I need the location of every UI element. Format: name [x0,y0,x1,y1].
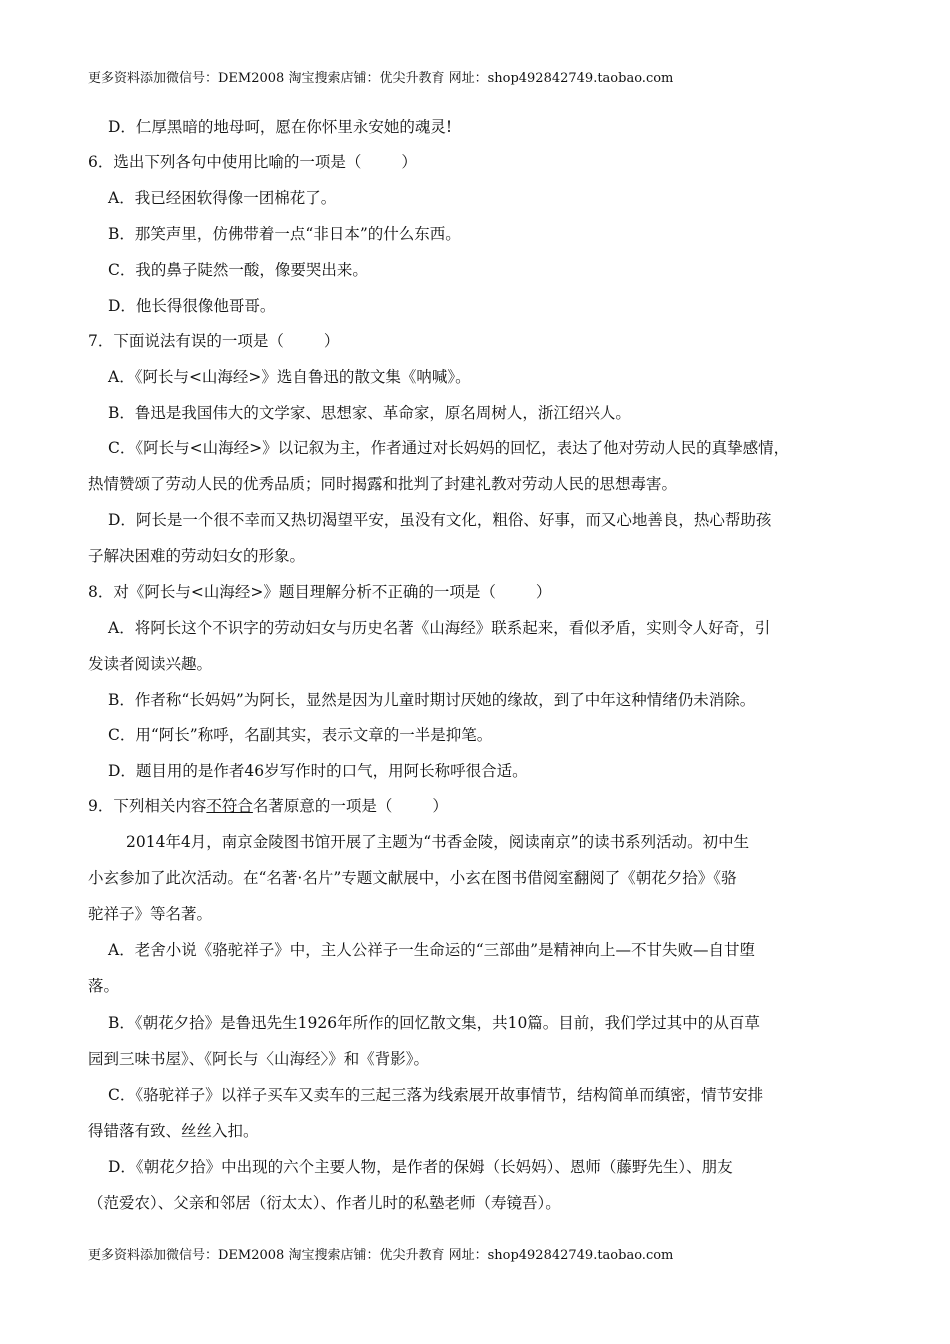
q7-stem-text: 7．下面说法有误的一项是（ [88,332,284,350]
q7-option-a: A．《阿长与<山海经>》选自鲁迅的散文集《呐喊》。 [108,368,471,386]
q9-option-d-line2: （范爱农）、父亲和邻居（衍太太）、作者儿时的私塾老师（寿镜吾）。 [88,1194,561,1212]
q8-option-a-line1: A．将阿长这个不识字的劳动妇女与历史名著《山海经》联系起来，看似矛盾，实则令人好奇，引 [108,619,771,637]
page-footer: 更多资料添加微信号：DEM2008 淘宝搜索店铺：优尖升教育 网址：shop492842749.taobao.com [88,1248,674,1263]
q6-stem [88,152,417,172]
q9-option-c-line1: C．《骆驼祥子》以祥子买车又卖车的三起三落为线索展开故事情节，结构简单而缜密，情节安排 [108,1086,764,1104]
q5-option-d: D．仁厚黑暗的地母呵，愿在你怀里永安她的魂灵! [108,118,453,136]
q8-option-b: B．作者称“长妈妈”为阿长，显然是因为儿童时期讨厌她的缘故，到了中年这种情绪仍未消除。 [108,691,756,709]
q9-intro-line1: 2014年4月，南京金陵图书馆开展了主题为“书香金陵，阅读南京”的读书系列活动。初中生 [126,833,750,851]
q7-option-d-line2: 子解决困难的劳动妇女的形象。 [88,547,306,565]
q7-stem [88,331,339,351]
page-header: 更多资料添加微信号：DEM2008 淘宝搜索店铺：优尖升教育 网址：shop492842749.taobao.com [88,71,674,86]
q8-option-d: D．题目用的是作者46岁写作时的口气，用阿长称呼很合适。 [108,762,528,780]
q7-option-c-line1: C．《阿长与<山海经>》以记叙为主，作者通过对长妈妈的回忆，表达了他对劳动人民的真挚感情， [108,439,790,457]
q9-stem-emphasis: 不符合 [206,797,253,815]
q8-option-a-line2: 发读者阅读兴趣。 [88,655,213,673]
q9-option-a-line1: A．老舍小说《骆驼祥子》中，主人公祥子一生命运的“三部曲”是精神向上—不甘失败—自甘堕 [108,941,756,959]
q9-option-d-line1: D．《朝花夕拾》中出现的六个主要人物，是作者的保姆（长妈妈）、恩师（藤野先生）、朋友 [108,1158,733,1176]
q6-stem-text: 6．选出下列各句中使用比喻的一项是（ [88,153,362,171]
q9-stem [88,796,448,816]
q9-option-a-line2: 落。 [88,977,120,995]
q9-stem-pre: 9．下列相关内容 [88,797,207,815]
q7-option-b: B．鲁迅是我国伟大的文学家、思想家、革命家，原名周树人，浙江绍兴人。 [108,404,631,422]
q9-option-b-line2: 园到三味书屋》、《阿长与〈山海经〉》和《背影》。 [88,1050,430,1068]
q8-stem [88,582,551,602]
q6-option-d: D．他长得很像他哥哥。 [108,297,276,315]
q7-option-c-line2: 热情赞颂了劳动人民的优秀品质；同时揭露和批判了封建礼教对劳动人民的思想毒害。 [88,475,678,493]
q6-option-c: C．我的鼻子陡然一酸，像要哭出来。 [108,261,368,279]
q7-option-d-line1: D．阿长是一个很不幸而又热切渴望平安，虽没有文化，粗俗、好事，而又心地善良，热心帮助孩 [108,511,772,529]
q9-intro-line3: 驼祥子》等名著。 [88,905,213,923]
q9-stem-end: ） [432,797,448,815]
q8-stem-text: 8．对《阿长与<山海经>》题目理解分析不正确的一项是（ [88,583,496,601]
q8-stem-end: ） [535,583,552,601]
q6-option-b: B．那笑声里，仿佛带着一点“非日本”的什么东西。 [108,225,461,243]
q8-option-c: C．用“阿长”称呼，名副其实，表示文章的一半是抑笔。 [108,726,493,744]
q7-stem-end: ） [323,332,340,350]
q9-intro-line2: 小玄参加了此次活动。在“名著·名片”专题文献展中，小玄在图书借阅室翻阅了《朝花夕拾》《骆 [88,869,737,887]
q9-option-b-line1: B．《朝花夕拾》是鲁迅先生1926年所作的回忆散文集，共10篇。目前，我们学过其中的从百草 [108,1014,760,1032]
q6-option-a: A．我已经困软得像一团棉花了。 [108,189,337,207]
q6-stem-end: ） [401,153,417,171]
q9-option-c-line2: 得错落有致、丝丝入扣。 [88,1122,259,1140]
q9-stem-post: 名著原意的一项是（ [252,797,393,815]
